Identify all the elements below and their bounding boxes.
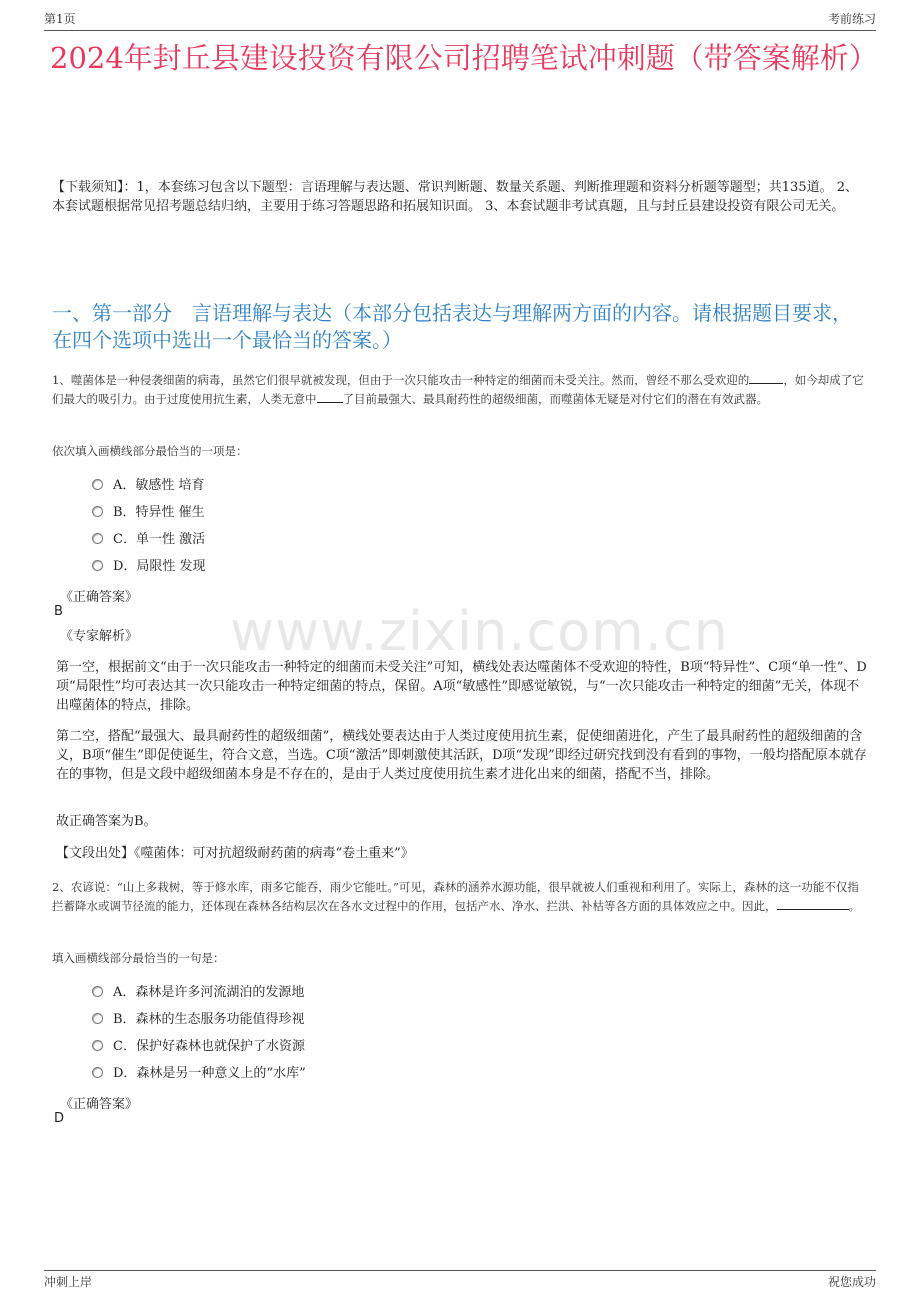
watermark: www.zixin.com.cn [230, 600, 729, 663]
q2-answer-label: 《正确答案》 [60, 1097, 139, 1112]
footer-left: 冲刺上岸 [44, 1275, 93, 1289]
q1-answer-label: 《正确答案》 [60, 590, 139, 605]
radio-icon[interactable] [92, 1067, 103, 1078]
blank-2 [317, 390, 343, 403]
radio-icon[interactable] [92, 533, 103, 544]
question-1-prompt: 依次填入画横线部分最恰当的一项是： [52, 444, 248, 458]
document-title: 2024年封丘县建设投资有限公司招聘笔试冲刺题（带答案解析） [50, 41, 878, 75]
question-1-stem [52, 371, 870, 409]
q1-option-c[interactable] [92, 531, 205, 549]
option-label: A．森林是许多河流湖泊的发源地 [113, 985, 305, 1000]
question-2-text: 2、农谚说：“山上多栽树，等于修水库，雨多它能吞，雨少它能吐。”可见，森林的涵养水源功能，很早就被人们重视和利用了。实际上，森林的这一功能不仅指拦蓄降水或调节径流的能力，还体现在森林各结构层次在各水文过程中的作用，包括产水、净水、拦洪、补枯等各方面的具体效应之中。因此， [52, 880, 859, 913]
question-1-text-b: ，如今却成了它们最大的吸引力。由于过度使用抗生素，人类无意中 [52, 373, 864, 406]
radio-icon[interactable] [92, 986, 103, 997]
q2-option-d[interactable] [92, 1065, 306, 1083]
question-1-text-a: 1、噬菌体是一种侵袭细菌的病毒，虽然它们很早就被发现，但由于一次只能攻击一种特定的细菌而未受关注。然而，曾经不那么受欢迎的 [52, 373, 750, 387]
section-heading: 一、第一部分 言语理解与表达（本部分包括表达与理解两方面的内容。请根据题目要求，在四个选项中选出一个最恰当的答案。） [52, 301, 852, 352]
option-label: C．保护好森林也就保护了水资源 [113, 1039, 305, 1054]
question-2-stem [52, 878, 870, 916]
page-header [44, 10, 876, 31]
option-label: C．单一性 激活 [113, 532, 206, 547]
radio-icon[interactable] [92, 1013, 103, 1024]
question-2-text-end: 。 [848, 899, 860, 913]
radio-icon[interactable] [92, 506, 103, 517]
q2-answer: D [54, 1111, 65, 1126]
footer-right: 祝您成功 [827, 1275, 876, 1289]
download-notice: 【下载须知】：1，本套练习包含以下题型：言语理解与表达题、常识判断题、数量关系题、判断推理题和资料分析题等题型；共135道。 2、本套试题根据常见招考题总结归纳，主要用于练习答题思路和拓展知识面。 3、本套试题非考试真题，且与封丘县建设投资有限公司无关。 [52, 180, 858, 214]
question-2-prompt: 填入画横线部分最恰当的一句是： [52, 951, 225, 965]
q1-analysis-1: 第一空，根据前文“由于一次只能攻击一种特定的细菌而未受关注”可知，横线处表达噬菌体不受欢迎的特性，B项“特异性”、C项“单一性”、D项“局限性”均可表达其一次只能攻击一种特定细菌的特点，保留。A项“敏感性”即感觉敏锐，与“一次只能攻击一种特定的细菌”无关，体现不出噬菌体的特点，排除。 [56, 660, 867, 713]
q1-analysis-2: 第二空，搭配“最强大、最具耐药性的超级细菌”，横线处要表达由于人类过度使用抗生素，促使细菌进化，产生了最具耐药性的超级细菌的含义，B项“催生”即促使诞生，符合文意，当选。C项“激活”即刺激使其活跃，D项“发现”即经过研究找到没有看到的事物，一般均搭配原本就存在的事物，但是文段中超级细菌本身是不存在的，是由于人类过度使用抗生素才进化出来的细菌，搭配不当，排除。 [56, 729, 867, 782]
option-label: D．森林是另一种意义上的“水库” [113, 1066, 306, 1081]
q1-analysis-label: 《专家解析》 [60, 629, 139, 644]
page-footer [44, 1270, 876, 1293]
q1-option-a[interactable] [92, 477, 205, 495]
q1-option-b[interactable] [92, 504, 205, 522]
q1-option-d[interactable] [92, 558, 206, 576]
q1-conclusion: 故正确答案为B。 [56, 814, 157, 829]
q1-source: 【文段出处】《噬菌体：可对抗超级耐药菌的病毒“卷土重来”》 [56, 846, 414, 861]
radio-icon[interactable] [92, 560, 103, 571]
q2-option-a[interactable] [92, 984, 304, 1002]
q1-answer: B [54, 604, 63, 619]
page-number: 第1页 [44, 12, 76, 26]
option-label: B．森林的生态服务功能值得珍视 [113, 1012, 305, 1027]
option-label: A．敏感性 培育 [113, 478, 205, 493]
option-label: D．局限性 发现 [113, 559, 206, 574]
q2-option-c[interactable] [92, 1038, 305, 1056]
blank-3 [777, 897, 849, 910]
radio-icon[interactable] [92, 1040, 103, 1051]
blank-1 [749, 371, 783, 384]
question-1-text-c: 了目前最强大、最具耐药性的超级细菌，而噬菌体无疑是对付它们的潜在有效武器。 [342, 392, 768, 406]
radio-icon[interactable] [92, 479, 103, 490]
q2-option-b[interactable] [92, 1011, 305, 1029]
option-label: B．特异性 催生 [113, 505, 205, 520]
header-label: 考前练习 [827, 12, 876, 26]
